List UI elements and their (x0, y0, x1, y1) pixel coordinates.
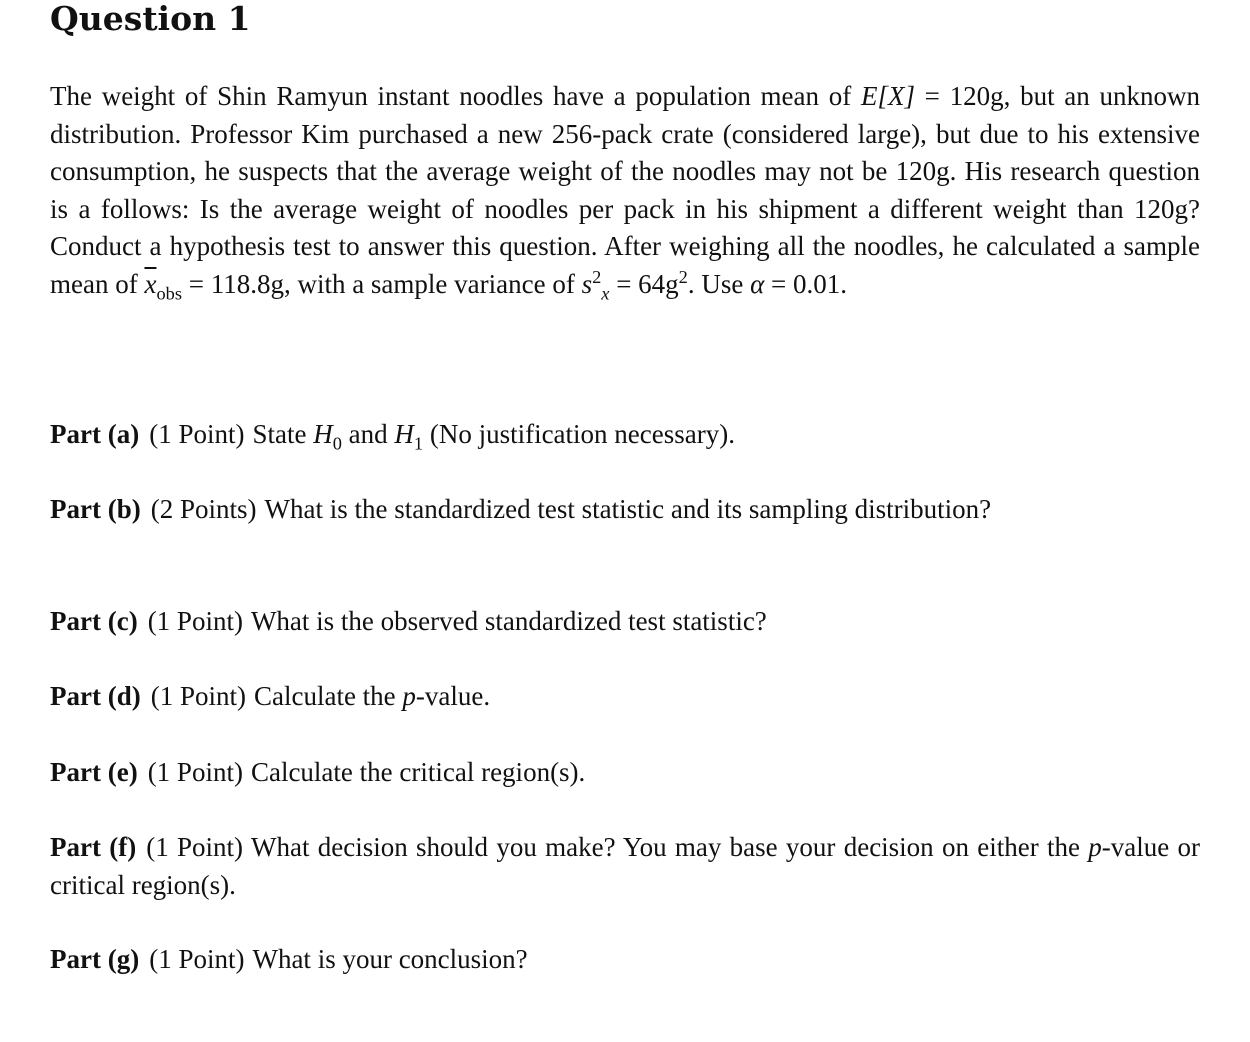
problem-text-4: = 64g (609, 268, 679, 299)
variance-subscript: x (601, 282, 610, 303)
part-points: (1 Point) (147, 606, 243, 636)
part-label: Part (d) (50, 681, 141, 711)
part-label: Part (f) (50, 832, 137, 862)
part-label: Part (e) (50, 757, 138, 787)
part-d (50, 678, 1200, 716)
part-text: Calculate the (253, 681, 403, 711)
part-text: What is the observed standardized test statistic? (250, 606, 767, 636)
part-a (50, 416, 1200, 454)
variance-superscript: 2 (592, 266, 602, 287)
h1-symbol: H (394, 419, 414, 449)
alpha-symbol: α (750, 268, 765, 299)
part-text: What is the standardized test statistic and its sampling distribution? (264, 494, 992, 524)
sample-mean-symbol: $\overline{x}$ (144, 268, 157, 299)
p-symbol: p (1088, 832, 1102, 862)
h1-subscript: 1 (413, 433, 424, 454)
part-text: Calculate the critical region(s). (250, 757, 586, 787)
part-points: (1 Point) (146, 832, 244, 862)
question-title: Question 1 (50, 0, 251, 38)
p-symbol: p (402, 681, 416, 711)
expectation-symbol: E[X] (860, 81, 915, 111)
part-points: (1 Point) (149, 944, 245, 974)
unit-superscript: 2 (678, 266, 688, 287)
part-c (50, 603, 1200, 641)
problem-text-5: . Use (687, 268, 751, 299)
part-text: (No justification necessary). (423, 419, 735, 449)
part-points: (1 Point) (150, 681, 246, 711)
h0-subscript: 0 (332, 433, 342, 454)
part-label: Part (a) (50, 419, 140, 449)
part-label: Part (c) (50, 606, 138, 636)
part-e (50, 754, 1200, 792)
obs-subscript: obs (156, 282, 182, 303)
problem-text-6: = 0.01. (764, 268, 848, 299)
problem-text-3: = 118.8g, with a sample variance of (181, 268, 582, 299)
part-text: -value or critical region(s). (50, 832, 1200, 900)
variance-symbol: s (581, 268, 593, 299)
part-points: (1 Point) (147, 757, 243, 787)
part-label: Part (g) (50, 944, 140, 974)
part-points: (1 Point) (149, 419, 245, 449)
part-text: and (341, 419, 395, 449)
part-label: Part (b) (50, 494, 141, 524)
part-text: -value. (415, 681, 491, 711)
problem-text-1: The weight of Shin Ramyun instant noodles have a population mean of (50, 81, 861, 111)
part-text: What decision should you make? You may base your decision on either the (251, 832, 1089, 862)
part-f (50, 829, 1200, 904)
part-text: What is your conclusion? (252, 944, 528, 974)
part-b (50, 491, 1200, 529)
part-points: (2 Points) (150, 494, 257, 524)
problem-statement (50, 78, 1200, 303)
part-g (50, 941, 1200, 979)
part-text: State (252, 419, 314, 449)
h0-symbol: H (313, 419, 333, 449)
problem-text-2: = 120g, but an unknown distribution. Professor Kim purchased a new 256-pack crate (considered large), but due to his extensive consumption, he suspects that the average weight of the noodles may not be 120g. His research question is a follows: Is the average weight of noodles per pack in his shipment a different weight than 120g? Conduct a hypothesis test to answer this question. After weighing all the noodles, he calculated a sample mean of (50, 81, 1200, 299)
